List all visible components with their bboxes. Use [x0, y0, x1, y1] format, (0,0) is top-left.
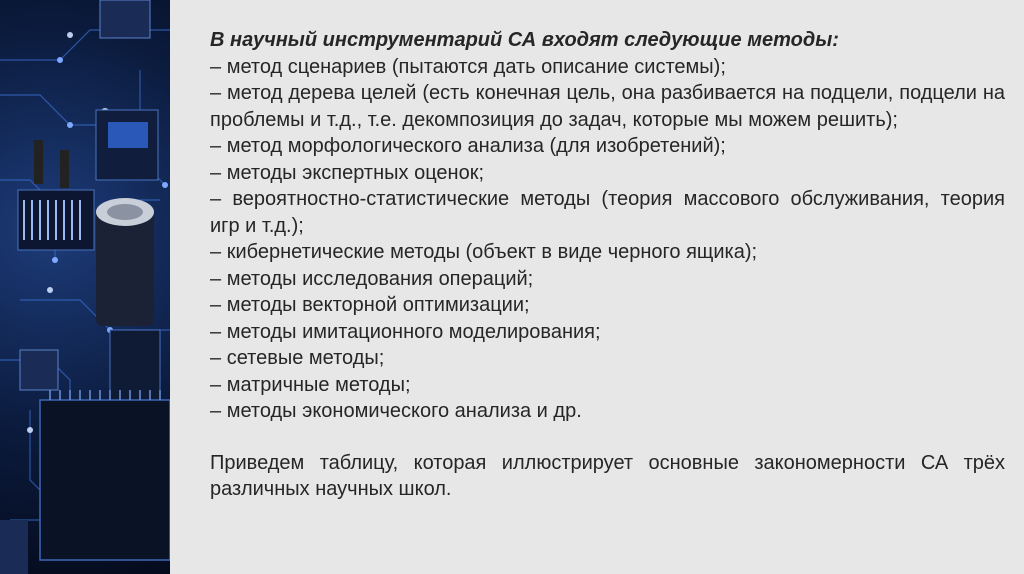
list-item: – методы векторной оптимизации; — [210, 294, 530, 316]
list-item: – методы экспертных оценок; — [210, 161, 485, 184]
list-item: – метод сценариев (пытаются дать описание системы); — [210, 55, 726, 78]
list-item: – вероятностно-статистические методы (теория массового обслуживания, теория игр и т.д.); — [210, 188, 1005, 237]
circuit-board-illustration — [0, 0, 170, 574]
list-item: – сетевые методы; — [210, 347, 385, 369]
slide-heading: В научный инструментарий СА входят следующие методы: — [210, 29, 839, 51]
list-item: – методы имитационного моделирования; — [210, 320, 601, 343]
list-item: – матричные методы; — [210, 373, 411, 396]
circuit-board-image — [0, 0, 170, 574]
list-item: – метод морфологического анализа (для изобретений); — [210, 135, 726, 157]
methods-list — [210, 54, 1005, 425]
list-item: – кибернетические методы (объект в виде черного ящика); — [210, 241, 758, 263]
closing-paragraph: Приведем таблицу, которая иллюстрирует основные закономерности СА трёх различных научных школ. — [210, 451, 1005, 500]
list-item: – методы исследования операций; — [210, 267, 534, 290]
slide-content — [210, 27, 1005, 503]
list-item: – метод дерева целей (есть конечная цель, она разбивается на подцели, подцели на проблемы и т.д., т.е. декомпозиция до задач, которые мы можем решить); — [210, 82, 1005, 131]
list-item: – методы экономического анализа и др. — [210, 400, 582, 422]
